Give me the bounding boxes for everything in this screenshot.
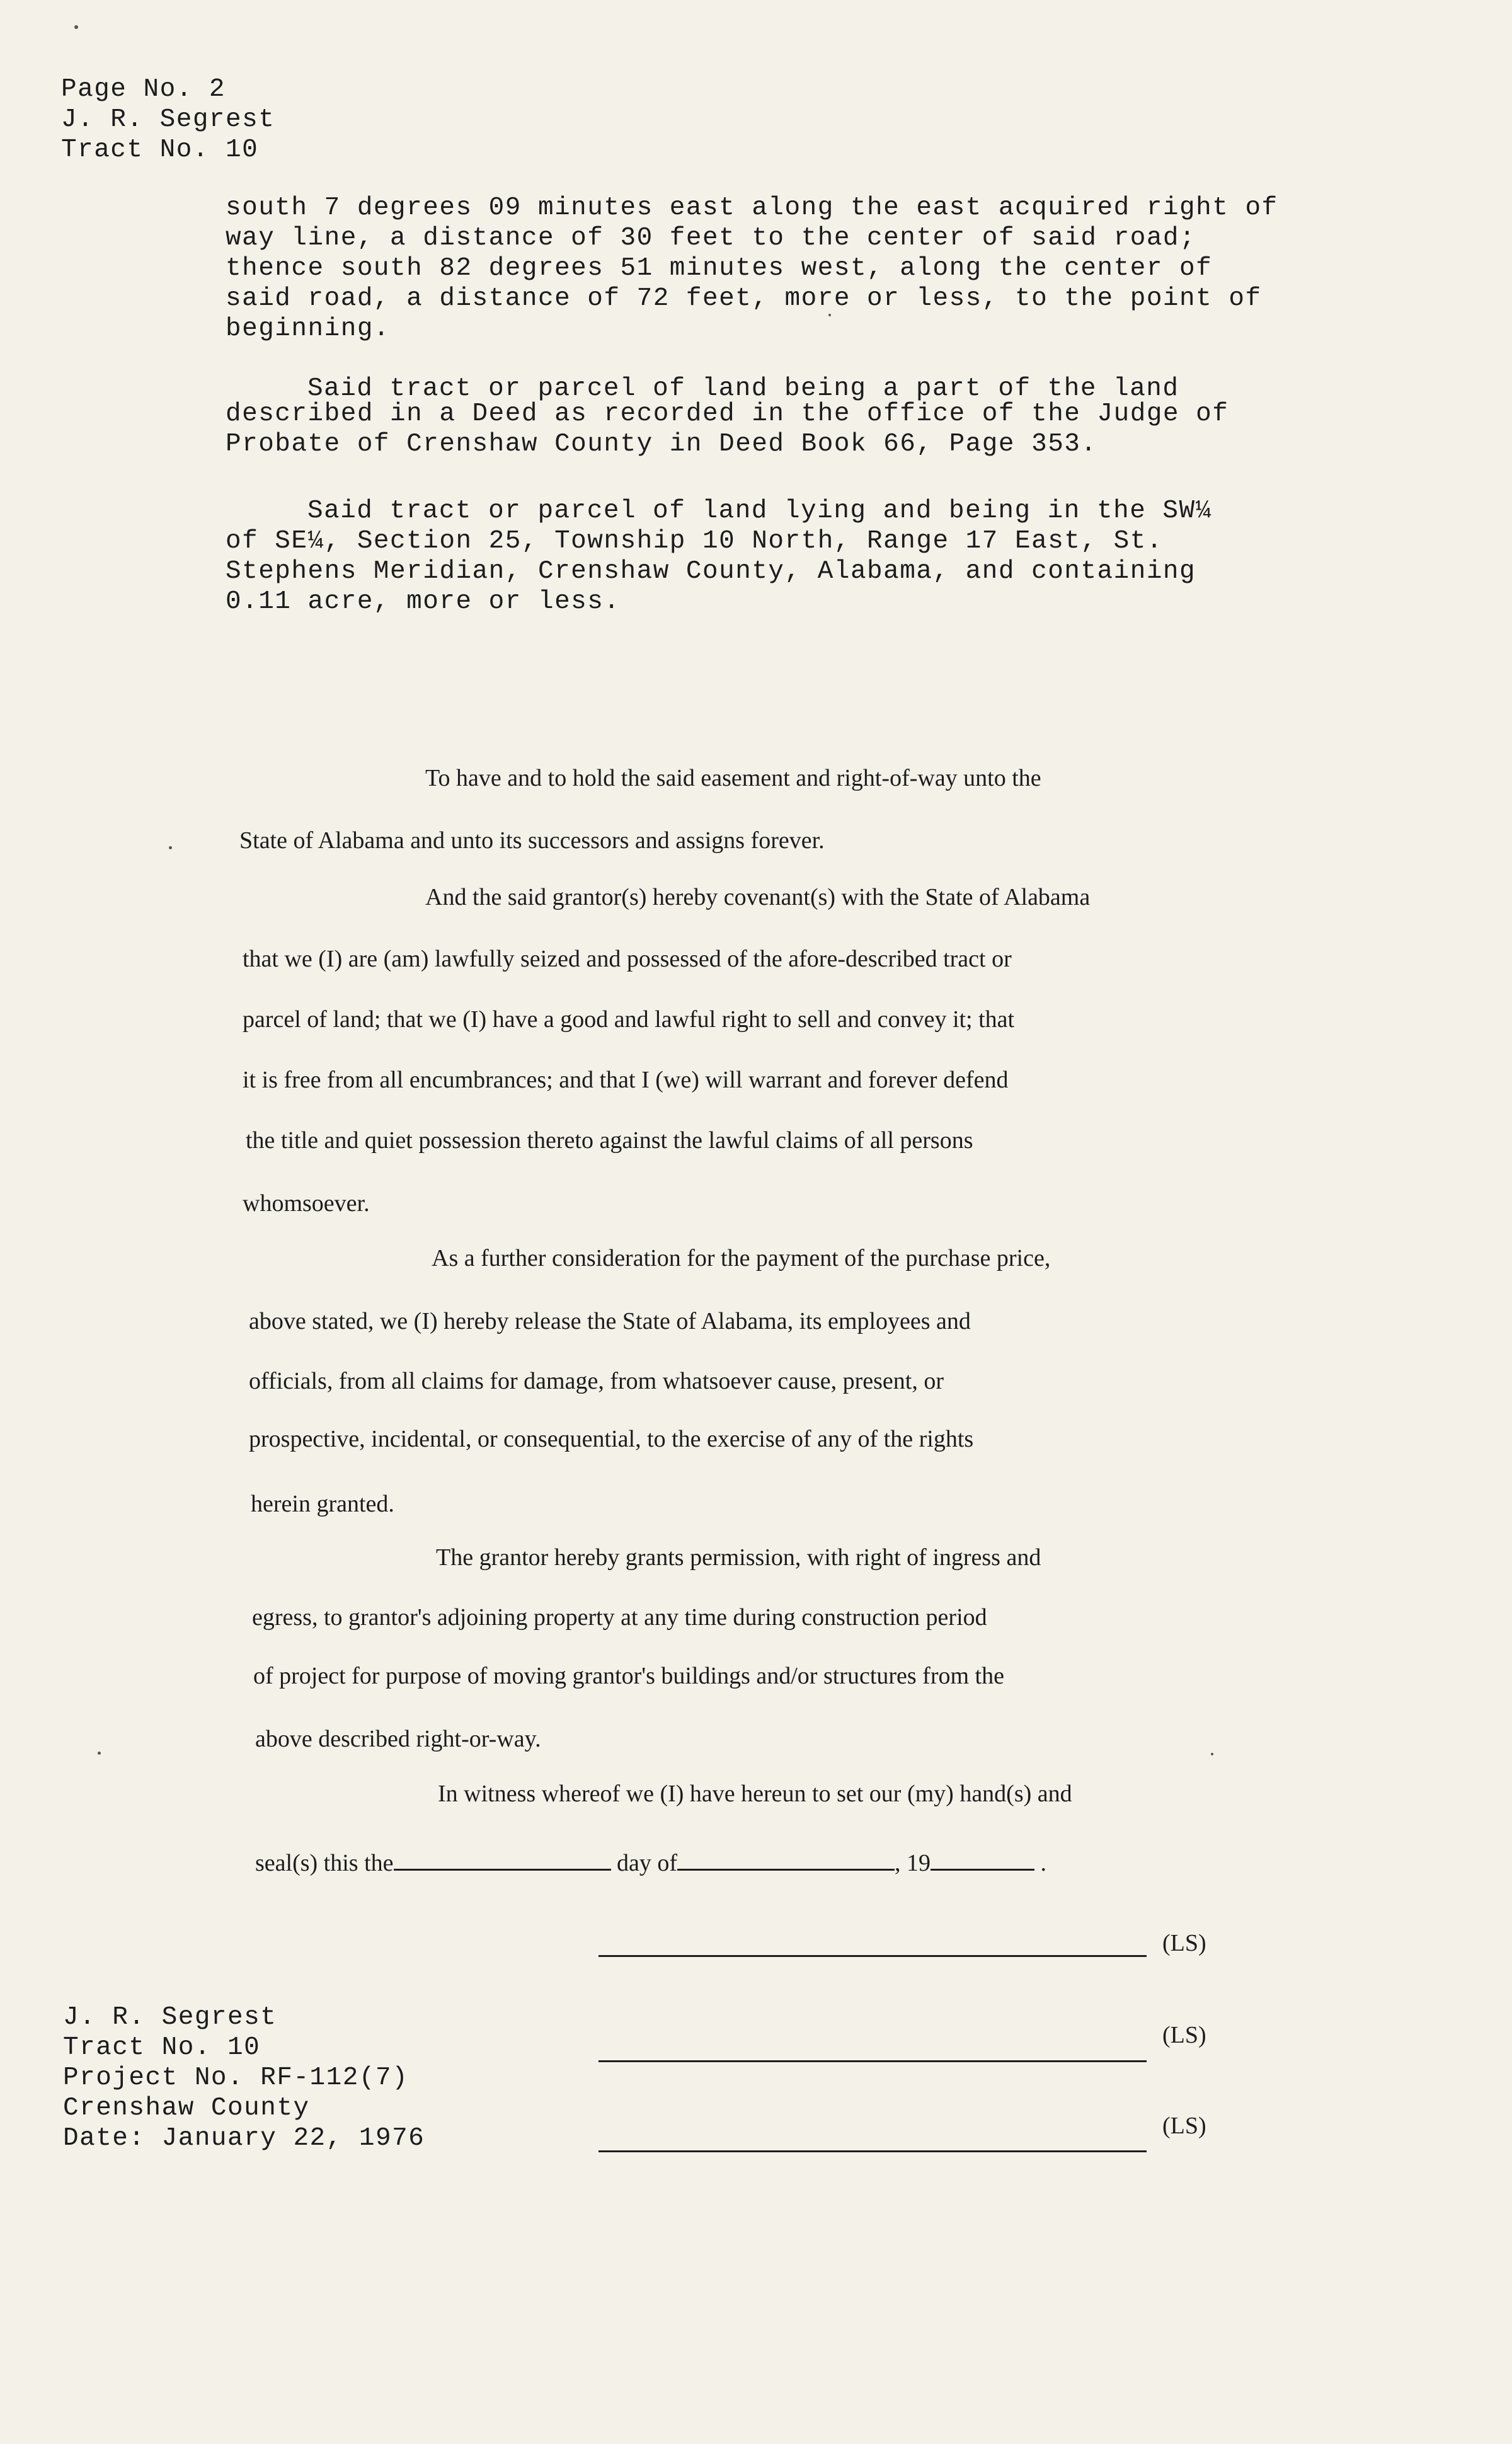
covenant-line: the title and quiet possession thereto against the lawful claims of all persons [246, 1127, 973, 1154]
footer-date: Date: January 22, 1976 [63, 2124, 425, 2153]
signature-line-3[interactable] [598, 2150, 1147, 2152]
page-header [61, 74, 275, 165]
location-line: Said tract or parcel of land lying and being in the SW¼ [307, 496, 1212, 525]
covenant-line: of project for purpose of moving grantor's buildings and/or structures from the [253, 1663, 1004, 1689]
covenant-line: As a further consideration for the payment of the purchase price, [432, 1245, 1051, 1271]
location-line: of SE¼, Section 25, Township 10 North, Range 17 East, St. [226, 527, 1163, 556]
year-prefix: , 19 [895, 1850, 931, 1876]
covenant-line: And the said grantor(s) hereby covenant(s) with the State of Alabama [425, 884, 1091, 910]
date-prefix: seal(s) this the [255, 1850, 394, 1876]
deed-reference-paragraph [226, 374, 1271, 459]
ls-label-1: (LS) [1162, 1930, 1206, 1956]
description-line: thence south 82 degrees 51 minutes west, along the center of [226, 254, 1213, 283]
month-blank[interactable] [677, 1847, 895, 1871]
covenant-line: above stated, we (I) hereby release the State of Alabama, its employees and [249, 1308, 971, 1334]
location-line: Stephens Meridian, Crenshaw County, Alabama, and containing [226, 557, 1196, 586]
date-suffix: . [1040, 1850, 1047, 1876]
description-line: said road, a distance of 72 feet, more or less, to the point of [226, 284, 1262, 313]
covenant-line: State of Alabama and unto its successors and assigns forever. [239, 827, 825, 854]
deed-line: Said tract or parcel of land being a part of the land [307, 374, 1179, 403]
execution-date-line [255, 1847, 1046, 1877]
year-blank[interactable] [931, 1847, 1034, 1871]
scan-speck [1211, 1753, 1213, 1755]
covenant-line: it is free from all encumbrances; and that I (we) will warrant and forever defend [243, 1067, 1009, 1093]
location-line: 0.11 acre, more or less. [226, 587, 621, 616]
covenant-line: The grantor hereby grants permission, with right of ingress and [436, 1544, 1041, 1571]
location-paragraph [226, 496, 1271, 617]
header-tract-number: Tract No. 10 [61, 135, 259, 164]
ls-label-3: (LS) [1162, 2113, 1206, 2139]
deed-line: described in a Deed as recorded in the office of the Judge of [226, 399, 1229, 428]
page-footer [63, 2002, 425, 2154]
covenant-line: egress, to grantor's adjoining property at any time during construction period [252, 1604, 987, 1631]
scan-speck [828, 314, 831, 316]
footer-grantor-name: J. R. Segrest [63, 2003, 277, 2032]
day-blank[interactable] [394, 1847, 611, 1871]
covenant-line: officials, from all claims for damage, from whatsoever cause, present, or [249, 1368, 944, 1394]
scan-speck [98, 1752, 101, 1755]
signature-line-2[interactable] [598, 2060, 1147, 2062]
day-of-label: day of [617, 1850, 678, 1876]
description-line: way line, a distance of 30 feet to the center of said road; [226, 224, 1196, 253]
covenant-line: To have and to hold the said easement and right-of-way unto the [425, 765, 1041, 791]
covenant-line: herein granted. [251, 1491, 394, 1517]
signature-line-1[interactable] [598, 1955, 1147, 1957]
footer-county: Crenshaw County [63, 2094, 310, 2123]
deed-line: Probate of Crenshaw County in Deed Book 66, Page 353. [226, 430, 1097, 459]
footer-tract-number: Tract No. 10 [63, 2033, 261, 2062]
description-line: south 7 degrees 09 minutes east along the east acquired right of [226, 193, 1278, 222]
covenant-line: In witness whereof we (I) have hereun to set our (my) hand(s) and [438, 1781, 1072, 1807]
header-grantor-name: J. R. Segrest [61, 105, 275, 134]
covenant-line: above described right-or-way. [255, 1726, 541, 1752]
scan-speck [169, 846, 172, 849]
page-number: Page No. 2 [61, 75, 226, 104]
covenant-line: whomsoever. [243, 1190, 370, 1217]
covenant-line: prospective, incidental, or consequential, to the exercise of any of the rights [249, 1426, 974, 1452]
description-line: beginning. [226, 314, 391, 343]
covenant-line: parcel of land; that we (I) have a good and lawful right to sell and convey it; that [243, 1006, 1015, 1033]
scan-speck [74, 25, 78, 29]
legal-description [226, 193, 1278, 344]
footer-project-number: Project No. RF-112(7) [63, 2063, 409, 2092]
ls-label-2: (LS) [1162, 2022, 1206, 2048]
covenant-line: that we (I) are (am) lawfully seized and possessed of the afore-described tract or [243, 946, 1012, 972]
